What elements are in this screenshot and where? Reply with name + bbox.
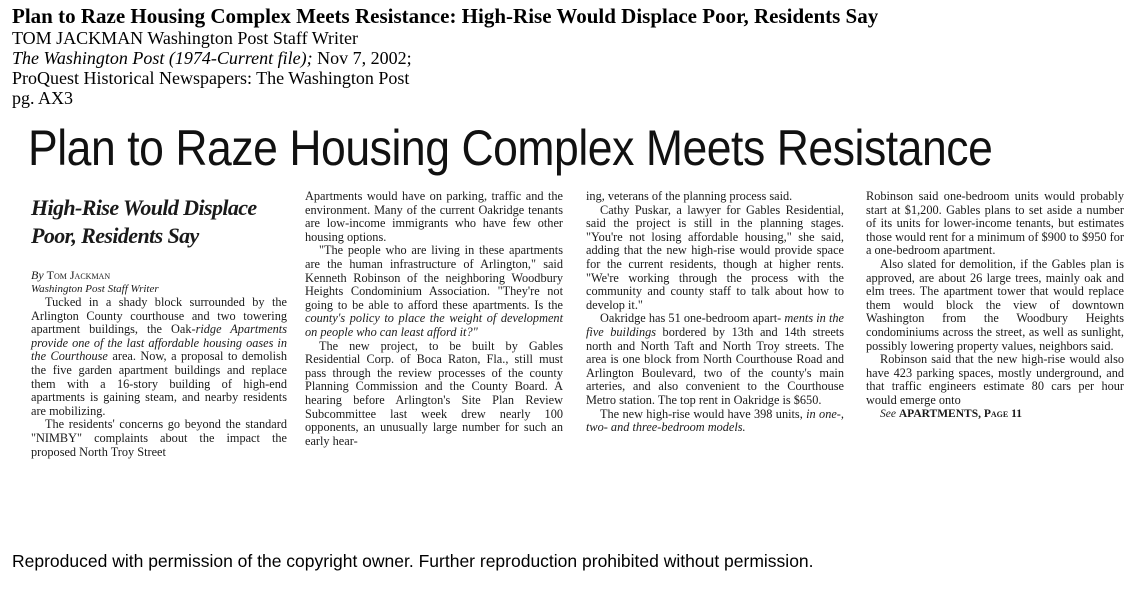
paragraph: Cathy Puskar, a lawyer for Gables Residential, said the project is still in the planning stages. "You're not losing affordable housing," she said, adding that the new high-rise would provide space for the current residents, though at higher rents. "We're working through the process with the community and county staff to talk about how to develop it." [586, 202, 844, 312]
text-run-italic: ments in the five buildings [586, 311, 844, 339]
article-headline: Plan to Raze Housing Complex Meets Resistance [28, 120, 993, 176]
article-deck [31, 194, 287, 250]
article-column-2 [305, 190, 563, 448]
article-column-3 [586, 190, 844, 435]
paragraph: Robinson said one-bedroom units would probably start at $1,200. Gables plans to set aside a number of its units for lower-income tenants, but estimates those would rent for a minimum of $900 to $950 for a one-bedroom apartment. [866, 189, 1124, 258]
article-body [0, 190, 1133, 520]
article-column-4 [866, 190, 1124, 421]
paragraph [305, 244, 563, 339]
paragraph [31, 296, 287, 418]
byline-title: Washington Post Staff Writer [31, 283, 159, 295]
paragraph: The new project, to be built by Gables Residential Corp. of Boca Raton, Fla., still must pass through the review processes of the county Planning Commission and the County Board. A hearing before Arlington's Site Plan Review Subcommittee last week drew nearly 100 opponents, an unusually large number for such an early hear- [305, 338, 563, 448]
byline [31, 268, 287, 296]
text-run-italic: county's policy to place the weight of development on people who can least afford it?" [305, 311, 563, 339]
deck-line-1: High-Rise Would Displace [31, 195, 257, 220]
citation-title: Plan to Raze Housing Complex Meets Resistance: High-Rise Would Displace Poor, Residents Say [12, 4, 879, 28]
text-run: Tucked in a shady block surrounded by the Arlington County courthouse and two towering apartment buildings, the Oak- [31, 295, 287, 337]
paragraph: Also slated for demolition, if the Gables plan is approved, are about 26 large trees, mainly oak and elm trees. The apartment tower that would replace them would block the view of downtown Washington from the Woodbury Heights condominiums across the street, as well as sunlight, possibly lowering property values, neighbors said. [866, 256, 1124, 353]
citation-database: ProQuest Historical Newspapers: The Washington Post [12, 68, 410, 88]
citation-source [12, 48, 1122, 68]
byline-name: Tom Jackman [46, 268, 111, 282]
text-run: The new high-rise would have 398 units, [600, 406, 807, 421]
text-run: bordered by 13th and 14th streets north and North Taft and North Troy streets. The area is one block from North Courthouse Road and Arlington Boulevard, two of the county's main arteries, and also convenient to the Courthouse Metro station. The top rent in Oakridge is $650. [586, 324, 844, 407]
citation-author: TOM JACKMAN Washington Post Staff Writer [12, 28, 359, 48]
jump-target: APARTMENTS, Page 11 [898, 407, 1022, 420]
deck-line-2: Poor, Residents Say [31, 223, 199, 248]
jump-prefix: See [880, 407, 896, 420]
citation-block [12, 4, 1122, 108]
text-run: Oakridge has 51 one-bedroom apart- [600, 311, 782, 326]
article-column-1 [31, 190, 287, 459]
paragraph: ing, veterans of the planning process said. [586, 189, 793, 203]
citation-page: pg. AX3 [12, 88, 74, 108]
paragraph [586, 312, 844, 407]
paragraph: The residents' concerns go beyond the standard "NIMBY" complaints about the impact the proposed North Troy Street [31, 417, 287, 459]
copyright-notice: Reproduced with permission of the copyright owner. Further reproduction prohibited without permission. [12, 551, 814, 571]
jump-line [866, 408, 1124, 422]
citation-publication: The Washington Post (1974-Current file); [12, 48, 313, 68]
paragraph: Robinson said that the new high-rise would also have 423 parking spaces, mostly underground, and that traffic engineers estimate 80 cars per hour would emerge onto [866, 352, 1124, 407]
text-run: "The people who are living in these apartments are the human infrastructure of Arlington," said Kenneth Robinson of the neighboring Woodbury Heights Condominium Association. "They're not going to be able to afford these apartments. Is the [305, 243, 563, 312]
citation-date: Nov 7, 2002; [312, 48, 412, 68]
text-run-italic: ridge Apartments provide one of the last affordable housing oases in the Courthouse [31, 322, 287, 364]
text-run: area. Now, a proposal to demolish the five garden apartment buildings and replace them with a 16-story building of high-end apartments is gaining steam, and nearby residents are mobilizing. [31, 349, 287, 418]
byline-by: By [31, 268, 44, 282]
paragraph [586, 408, 844, 435]
paragraph: Apartments would have on parking, traffic and the environment. Many of the current Oakridge tenants are low-income immigrants who have few other housing options. [305, 189, 563, 244]
text-run-italic: in one-, two- and three-bedroom models. [586, 406, 844, 435]
